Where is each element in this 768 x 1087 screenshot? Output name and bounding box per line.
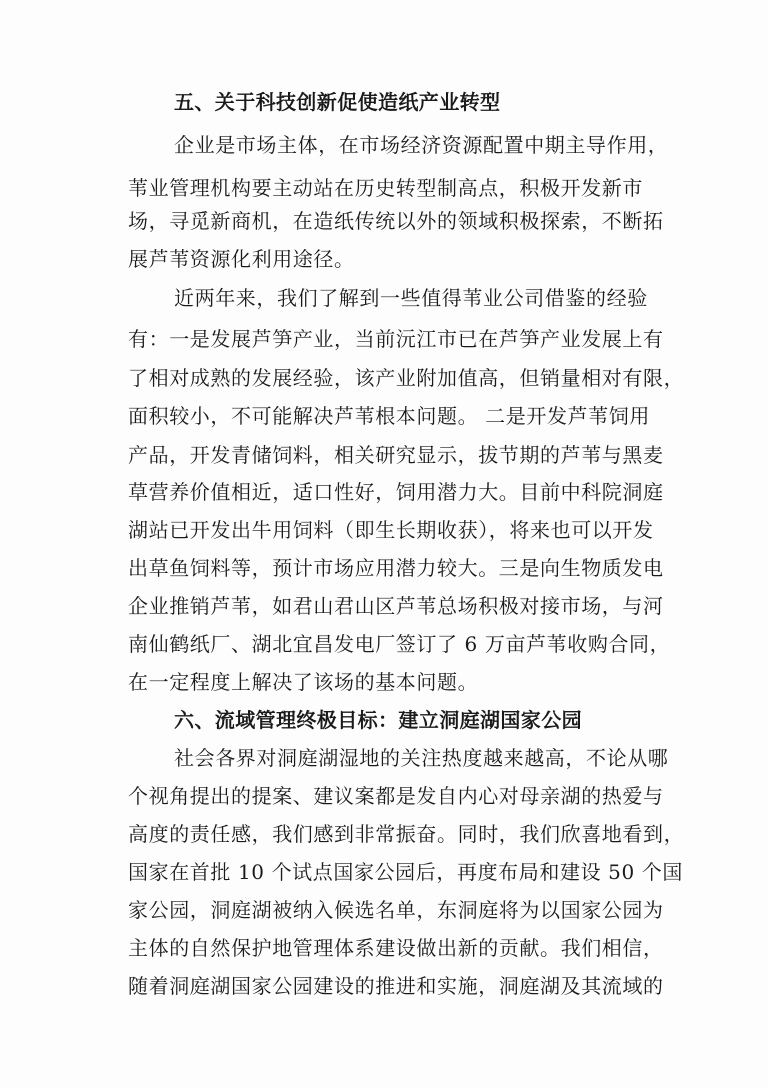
paragraph-line: 产品，开发青储饲料，相关研究显示，拔节期的芦苇与黑麦 [128, 443, 664, 467]
paragraph-line: 苇业管理机构要主动站在历史转型制高点，积极开发新市 [128, 176, 643, 200]
paragraph-line: 场，寻觅新商机，在造纸传统以外的领域积极探索，不断拓 [128, 209, 664, 233]
paragraph-line: 个视角提出的提案、建议案都是发自内心对母亲湖的热爱与 [128, 784, 664, 808]
paragraph-line: 草营养价值相近，适口性好，饲用潜力大。目前中科院洞庭 [128, 480, 664, 504]
paragraph-line: 家公园，洞庭湖被纳入候选名单，东洞庭将为以国家公园为 [128, 898, 664, 922]
paragraph-line: 南仙鹤纸厂、湖北宜昌发电厂签订了 6 万亩芦苇收购合同， [128, 632, 671, 656]
paragraph-line: 近两年来，我们了解到一些值得苇业公司借鉴的经验 [174, 286, 648, 310]
paragraph-line: 了相对成熟的发展经验，该产业附加值高，但销量相对有限， [128, 366, 685, 390]
paragraph-line: 湖站已开发出牛用饲料（即生长期收获），将来也可以开发 [128, 518, 654, 542]
paragraph-line: 国家在首批 10 个试点国家公园后，再度布局和建设 50 个国 [128, 860, 683, 884]
paragraph-line: 企业是市场主体，在市场经济资源配置中期主导作用， [174, 133, 669, 157]
paragraph-line: 出草鱼饲料等，预计市场应用潜力较大。三是向生物质发电 [128, 556, 664, 580]
section-6-heading: 六、流域管理终极目标：建立洞庭湖国家公园 [174, 708, 582, 732]
section-5-heading: 五、关于科技创新促使造纸产业转型 [174, 90, 501, 114]
paragraph-line: 在一定程度上解决了该场的基本问题。 [128, 670, 479, 694]
paragraph-line: 随着洞庭湖国家公园建设的推进和实施，洞庭湖及其流域的 [128, 974, 664, 998]
paragraph-line: 企业推销芦苇，如君山君山区芦苇总场积极对接市场，与河 [128, 594, 664, 618]
paragraph-line: 面积较小，不可能解决芦苇根本问题。 二是开发芦苇饲用 [128, 404, 650, 428]
paragraph-line: 社会各界对洞庭湖湿地的关注热度越来越高，不论从哪 [174, 746, 669, 770]
paragraph-line: 高度的责任感，我们感到非常振奋。同时，我们欣喜地看到， [128, 822, 685, 846]
paragraph-line: 有：一是发展芦笋产业，当前沅江市已在芦笋产业发展上有 [128, 327, 664, 351]
paragraph-line: 展芦苇资源化利用途径。 [128, 247, 355, 271]
paragraph-line: 主体的自然保护地管理体系建设做出新的贡献。我们相信， [128, 936, 664, 960]
